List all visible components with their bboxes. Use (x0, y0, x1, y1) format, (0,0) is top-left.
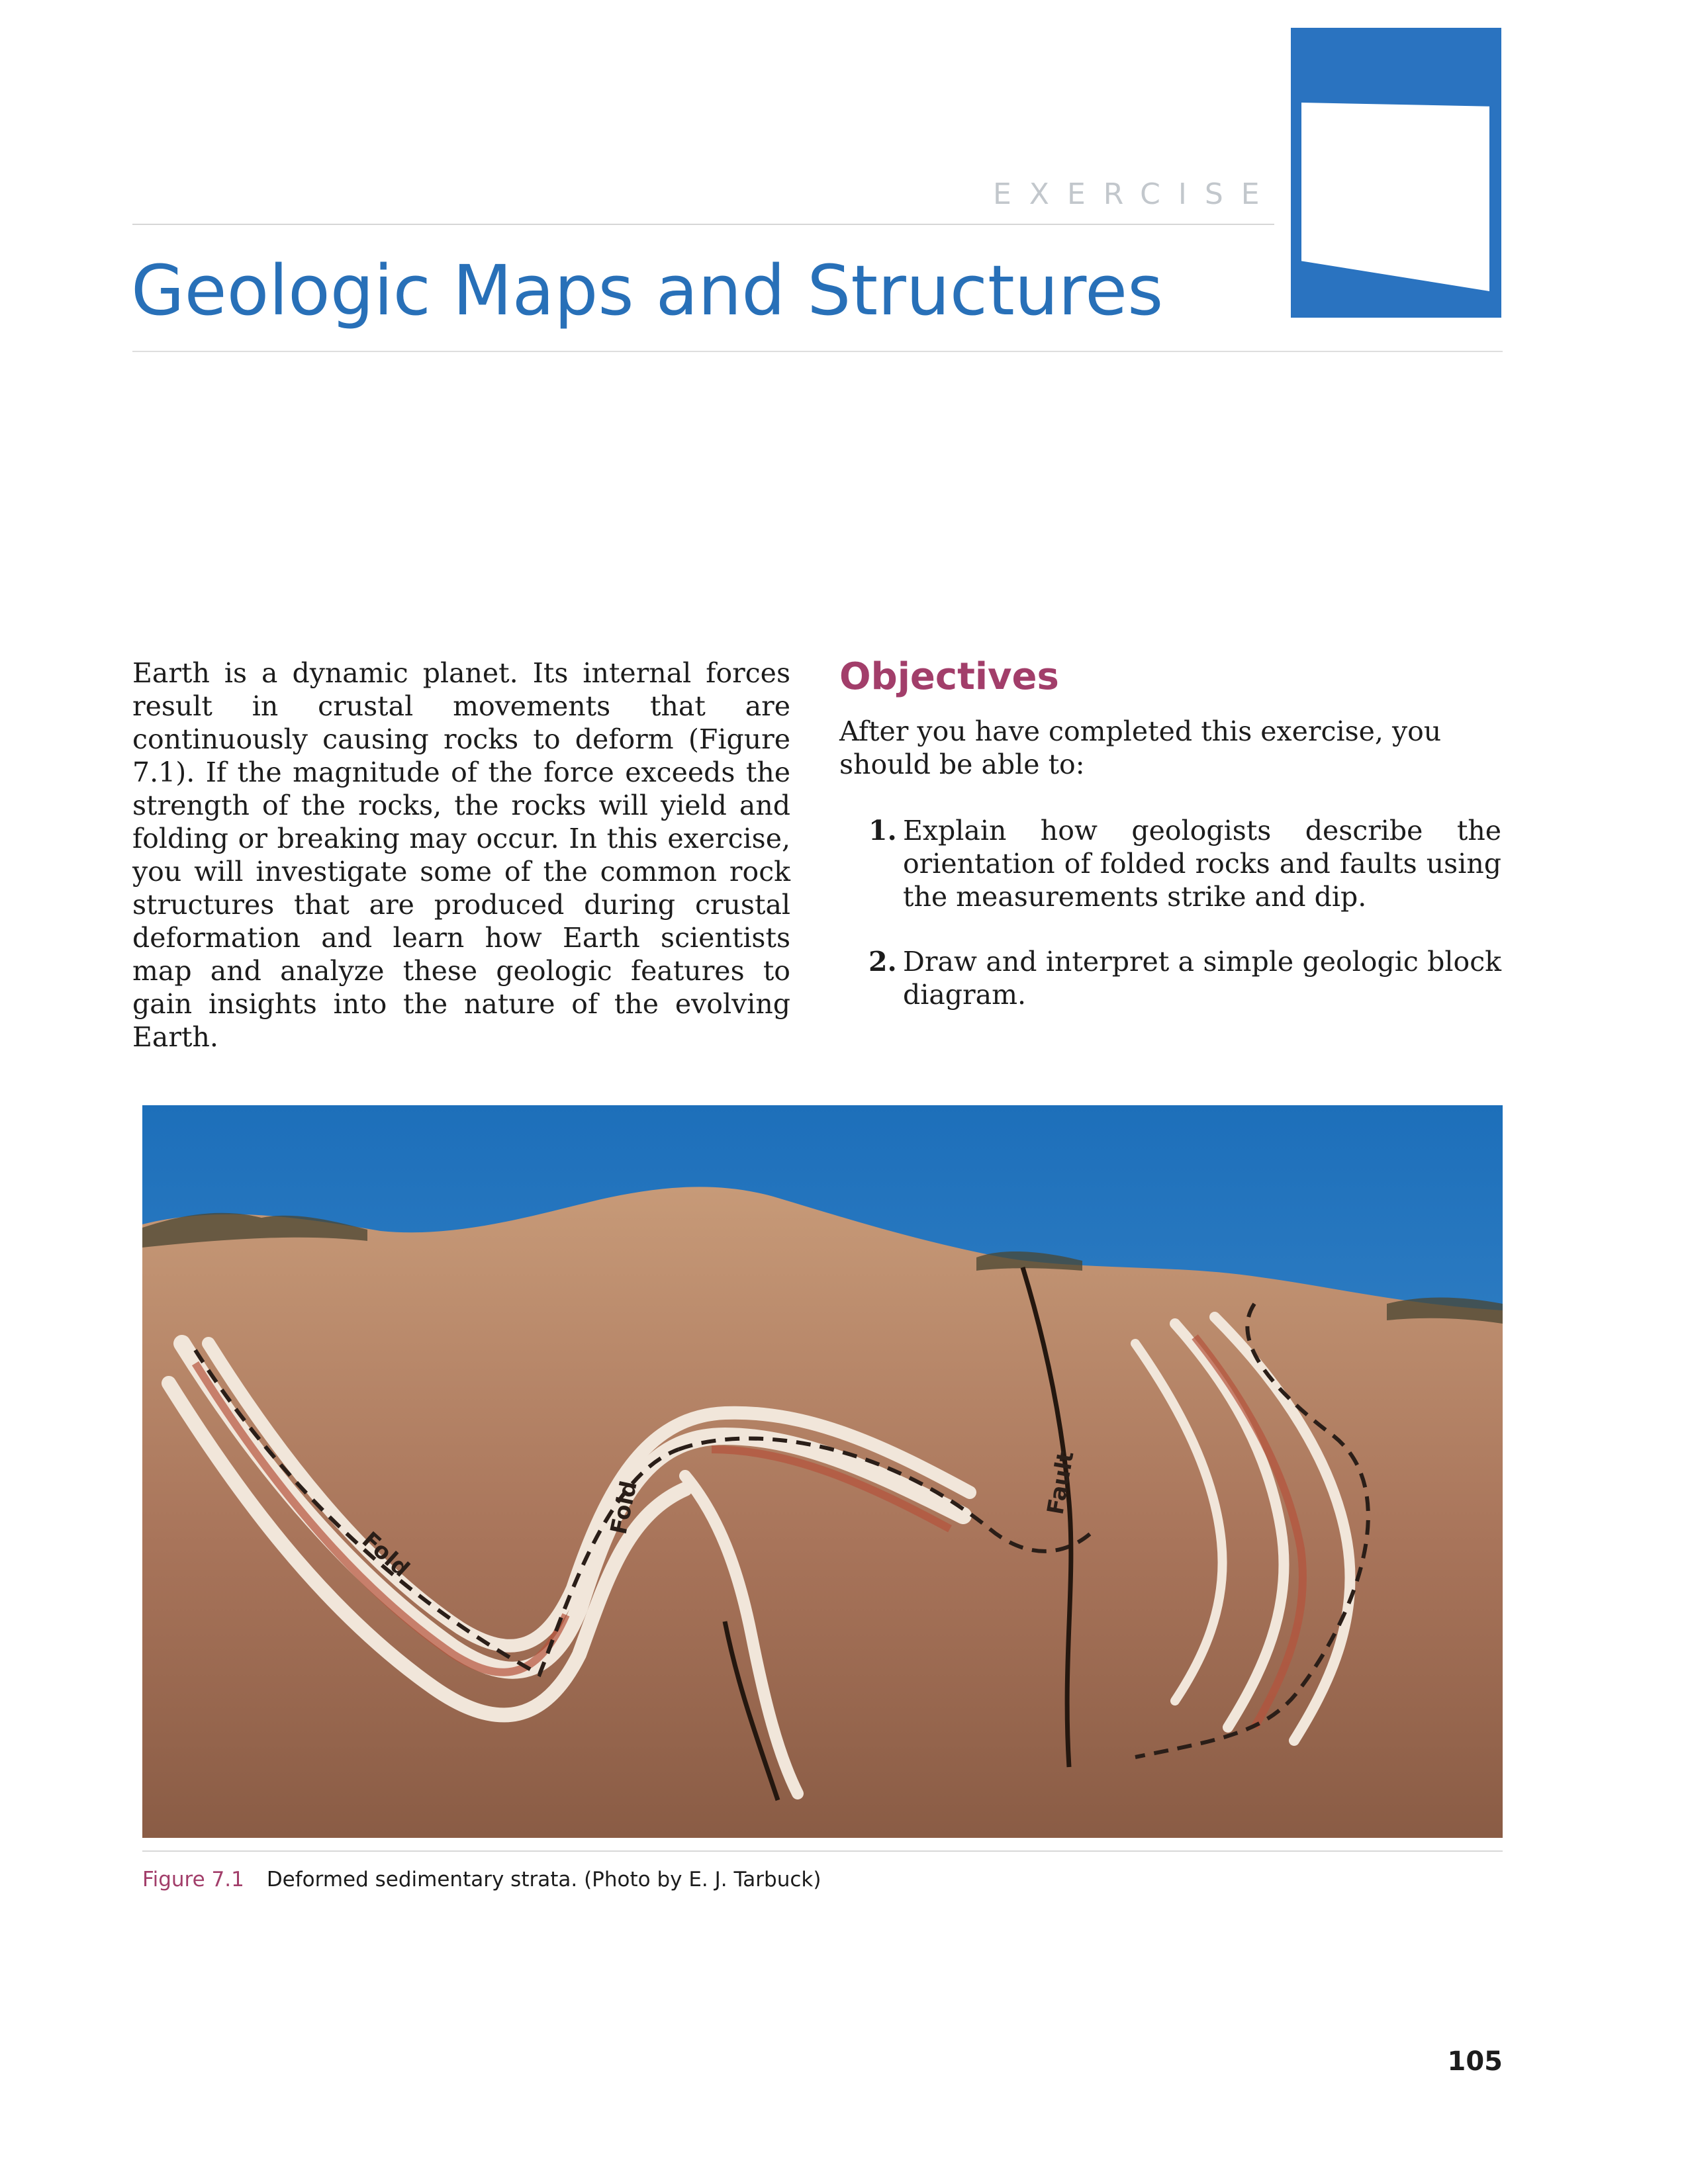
exercise-tab-number-area (1301, 103, 1489, 291)
exercise-label: EXERCISE (993, 177, 1278, 211)
objective-text: Draw and interpret a simple geologic block diagram. (903, 946, 1501, 1011)
figure-caption (142, 1868, 821, 1891)
header-rule-bottom (132, 351, 1503, 352)
objective-item (839, 945, 1501, 1011)
figure-label: Figure 7.1 (142, 1868, 244, 1891)
figure-caption-text: Deformed sedimentary strata. (Photo by E. J. Tarbuck) (266, 1868, 821, 1891)
objective-number: 1. (868, 815, 897, 846)
page-title: Geologic Maps and Structures (131, 250, 1164, 331)
objectives-list (839, 814, 1501, 1043)
caption-rule (142, 1850, 1503, 1852)
fold-label-center: Fold (605, 1479, 643, 1537)
fault-label: Fault (1042, 1449, 1080, 1517)
header-rule-top (132, 224, 1274, 225)
fold-label-left: Fold (356, 1526, 415, 1583)
deformed-strata-illustration (142, 1105, 1503, 1838)
figure-photo (142, 1105, 1503, 1838)
objectives-heading: Objectives (839, 655, 1059, 698)
objective-text: Explain how geologists describe the orientation of folded rocks and faults using the measurements strike and dip. (903, 815, 1501, 913)
intro-paragraph: Earth is a dynamic planet. Its internal forces result in crustal movements that are continuously causing rocks to deform (Figure 7.1). If the magnitude of the force exceeds the strength of the rocks, the rocks will yield and folding or breaking may occur. In this exercise, you will investigate some of the common rock structures that are produced during crustal deformation and learn how Earth scientists map and analyze these geologic features to gain insights into the nature of the evolving Earth. (132, 657, 790, 1053)
objective-item (839, 814, 1501, 913)
objectives-intro: After you have completed this exercise, you should be able to: (839, 715, 1442, 780)
page-number: 105 (1447, 2046, 1503, 2077)
objective-number: 2. (868, 946, 897, 978)
